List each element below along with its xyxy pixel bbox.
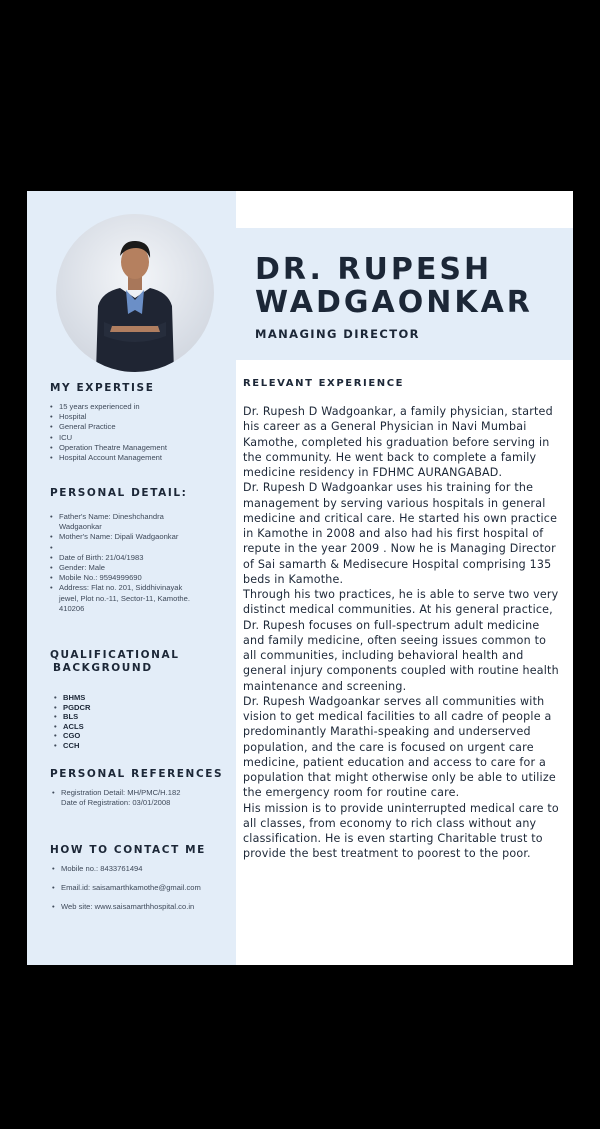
experience-paragraph: Dr. Rupesh D Wadgoankar uses his training for the management by serving various hospitals in general medicine and critical care. He started his own practice in Kamothe in 2008 and also had his first hospital of repute in the year 2009 . Now he is Managing Director of Sai samarth & Medisecure Hospital comprising 135 beds in Kamothe. xyxy=(243,481,558,586)
list-item: • BLS xyxy=(54,712,174,722)
personal-list xyxy=(50,512,200,614)
list-item: • Operation Theatre Management xyxy=(50,443,230,453)
list-item xyxy=(50,543,200,553)
name-first: DR. RUPESH xyxy=(255,252,493,287)
job-title: MANAGING DIRECTOR xyxy=(255,327,420,341)
list-item: • 15 years experienced in xyxy=(50,402,230,412)
list-item: • ACLS xyxy=(54,722,174,732)
resume-sheet xyxy=(27,191,573,965)
list-item: • CCH xyxy=(54,741,174,751)
list-item: • General Practice xyxy=(50,422,230,432)
expertise-list xyxy=(50,402,230,463)
list-item: • ICU xyxy=(50,433,230,443)
mother-name: • Mother's Name: Dipali Wadgaonkar xyxy=(50,532,200,542)
list-item: • PGDCR xyxy=(54,703,174,713)
experience-paragraph: Dr. Rupesh D Wadgoankar, a family physician, started his career as a General Physician in Navi Mumbai Kamothe, completed his graduation before serving in the community. He went back to complete a family medicine residency in FDHMC AURANGABAD. xyxy=(243,405,553,479)
experience-text xyxy=(243,404,561,862)
contact-list xyxy=(52,864,217,913)
contact-heading: HOW TO CONTACT ME xyxy=(50,844,206,856)
list-item: • Hospital Account Management xyxy=(50,453,230,463)
contact-website[interactable]: • Web site: www.saisamarthhospital.co.in xyxy=(52,902,217,912)
qualification-list xyxy=(54,693,174,751)
list-item: • BHMS xyxy=(54,693,174,703)
experience-paragraph: Dr. Rupesh Wadgoankar serves all communities with vision to get medical facilities to all cadre of people a predominantly Marathi-speaking and underserved population, and the care is focused on urgent care medicine, patient education and access to care for a population that might otherwise only be able to utilize the emergency room for routine care. xyxy=(243,694,556,800)
mobile-number: • Mobile No.: 9594999690 xyxy=(50,573,200,583)
contact-mobile: • Mobile no.: 8433761494 xyxy=(52,864,217,874)
references-heading: PERSONAL REFERENCES xyxy=(50,768,224,780)
person-name xyxy=(255,253,533,319)
registration-date: Date of Registration: 03/01/2008 xyxy=(61,798,171,808)
gender: • Gender: Male xyxy=(50,563,200,573)
qualification-heading xyxy=(50,649,180,675)
experience-paragraph: Through his two practices, he is able to serve two very distinct medical communities. At his general practice, Dr. Rupesh focuses on full-spectrum adult medicine and family medicine, often seeing issues common to all communities, including behavioral health and general injury components coupled with routine health maintenance and screening. xyxy=(243,588,559,693)
contact-email[interactable]: • Email.id: saisamarthkamothe@gmail.com xyxy=(52,883,217,893)
name-last: WADGAONKAR xyxy=(255,285,533,320)
expertise-heading: MY EXPERTISE xyxy=(50,382,155,394)
references-list xyxy=(52,788,232,808)
personal-heading: PERSONAL DETAIL: xyxy=(50,487,188,499)
profile-photo xyxy=(56,214,214,372)
experience-paragraph: His mission is to provide uninterrupted medical care to all classes, from economy to rich class without any classification. He is even starting Charitable trust to provide the best treatment to poorest to the poor. xyxy=(243,801,559,861)
registration-number: • Registration Detail: MH/PMC/H.182 xyxy=(61,788,181,797)
list-item: • CGO xyxy=(54,731,174,741)
address: • Address: Flat no. 201, Siddhivinayak jewel, Plot no.-11, Sector-11, Kamothe. 410206 xyxy=(50,583,200,614)
list-item: • Hospital xyxy=(50,412,230,422)
father-name: • Father's Name: Dineshchandra Wadgaonkar xyxy=(50,512,200,532)
registration-detail xyxy=(52,788,232,808)
qualification-heading-line2: BACKGROUND xyxy=(53,662,153,674)
qualification-heading-line1: QUALIFICATIONAL xyxy=(50,649,180,661)
date-of-birth: • Date of Birth: 21/04/1983 xyxy=(50,553,200,563)
experience-heading: RELEVANT EXPERIENCE xyxy=(243,378,405,389)
